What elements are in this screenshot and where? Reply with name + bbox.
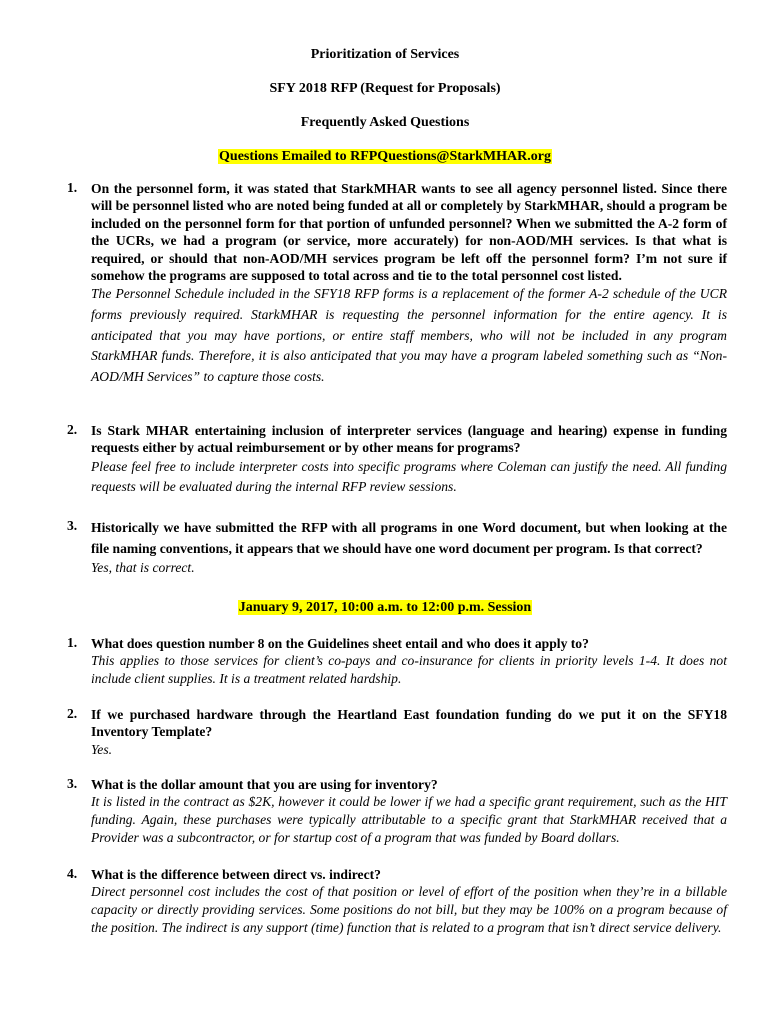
question-text: What is the dollar amount that you are using for inventory?: [91, 777, 438, 792]
session-heading-highlight: January 9, 2017, 10:00 a.m. to 12:00 p.m. Session: [238, 600, 532, 615]
document-title: Prioritization of Services: [310, 47, 460, 62]
question-text: Is Stark MHAR entertaining inclusion of interpreter services (language and hearing) expense in funding requests either by actual reimbursement or by other means for programs?: [91, 423, 727, 456]
question-text: Historically we have submitted the RFP with all programs in one Word document, but when looking at the file naming conventions, it appears that we should have one word document per program. Is that correct?: [91, 520, 727, 556]
question-text: What does question number 8 on the Guidelines sheet entail and who does it apply to?: [91, 636, 589, 651]
faq-item: [67, 706, 727, 758]
session-heading: [0, 600, 770, 616]
question-text: What is the difference between direct vs. indirect?: [91, 867, 381, 882]
faq-item: [67, 776, 727, 846]
faq-item: [67, 180, 727, 387]
answer-text: Direct personnel cost includes the cost of that position or level of effort of the position when they’re in a billable capacity or directly providing services. Some positions do not bill, but they may be 100% on a program because of the position. The indirect is any support (time) function that is related to a program that isn’t direct service delivery.: [91, 884, 727, 935]
faq-heading: Frequently Asked Questions: [300, 115, 470, 130]
answer-text: It is listed in the contract as $2K, however it could be lower if we had a specific grant requirement, such as the HIT funding. Again, these purchases were typically attributable to a specific grant that StarkMHAR received that a Provider was a subcontractor, or for startup cost of a program that was funded by Board dollars.: [91, 794, 727, 845]
faq-item: [67, 635, 727, 688]
question-text: On the personnel form, it was stated that StarkMHAR wants to see all agency personnel listed. Since there will be personnel listed who are noted being funded at all or completely by StarkMHAR, should a program be included on the personnel form for that portion of unfunded personnel? When we submitted the A-2 form of the UCRs, we had a program (or service, more accurately) for non-AOD/MH services. Is that what is required, or should that non-AOD/MH services program be left off the personnel form? I’m not sure if somehow the programs are supposed to total across and tie to the total personnel cost listed.: [91, 181, 727, 284]
item-number: 1.: [67, 180, 78, 195]
answer-text: The Personnel Schedule included in the SFY18 RFP forms is a replacement of the former A-2 schedule of the UCR forms previously required. StarkMHAR is requesting the personnel information for the entire agency. It is anticipated that you may have portions, or entire staff members, who will not be included in any program StarkMHAR funds. Therefore, it is also anticipated that you may have a program labeled something such as “Non-AOD/MH Services” to capture those costs.: [91, 286, 727, 384]
item-number: 4.: [67, 866, 78, 881]
answer-text: This applies to those services for client’s co-pays and co-insurance for clients in priority levels 1-4. It does not include client supplies. It is a treatment related hardship.: [91, 653, 727, 686]
item-number: 2.: [67, 422, 78, 437]
answer-text: Please feel free to include interpreter costs into specific programs where Coleman can justify the need. All funding requests will be evaluated during the internal RFP review sessions.: [91, 458, 727, 494]
item-number: 1.: [67, 635, 78, 650]
emailed-questions-highlight: Questions Emailed to RFPQuestions@StarkMHAR.org: [219, 149, 551, 164]
item-number: 3.: [67, 776, 78, 791]
faq-item: [67, 866, 727, 936]
answer-text: Yes.: [91, 741, 113, 757]
document-subtitle: SFY 2018 RFP (Request for Proposals): [269, 81, 501, 96]
emailed-questions-heading: [0, 149, 770, 165]
item-number: 3.: [67, 518, 78, 533]
item-number: 2.: [67, 706, 78, 721]
faq-item: [67, 422, 727, 497]
question-text: If we purchased hardware through the Heartland East foundation funding do we put it on the SFY18 Inventory Template?: [91, 707, 727, 740]
answer-text: Yes, that is correct.: [91, 560, 195, 576]
faq-item: [67, 518, 727, 577]
